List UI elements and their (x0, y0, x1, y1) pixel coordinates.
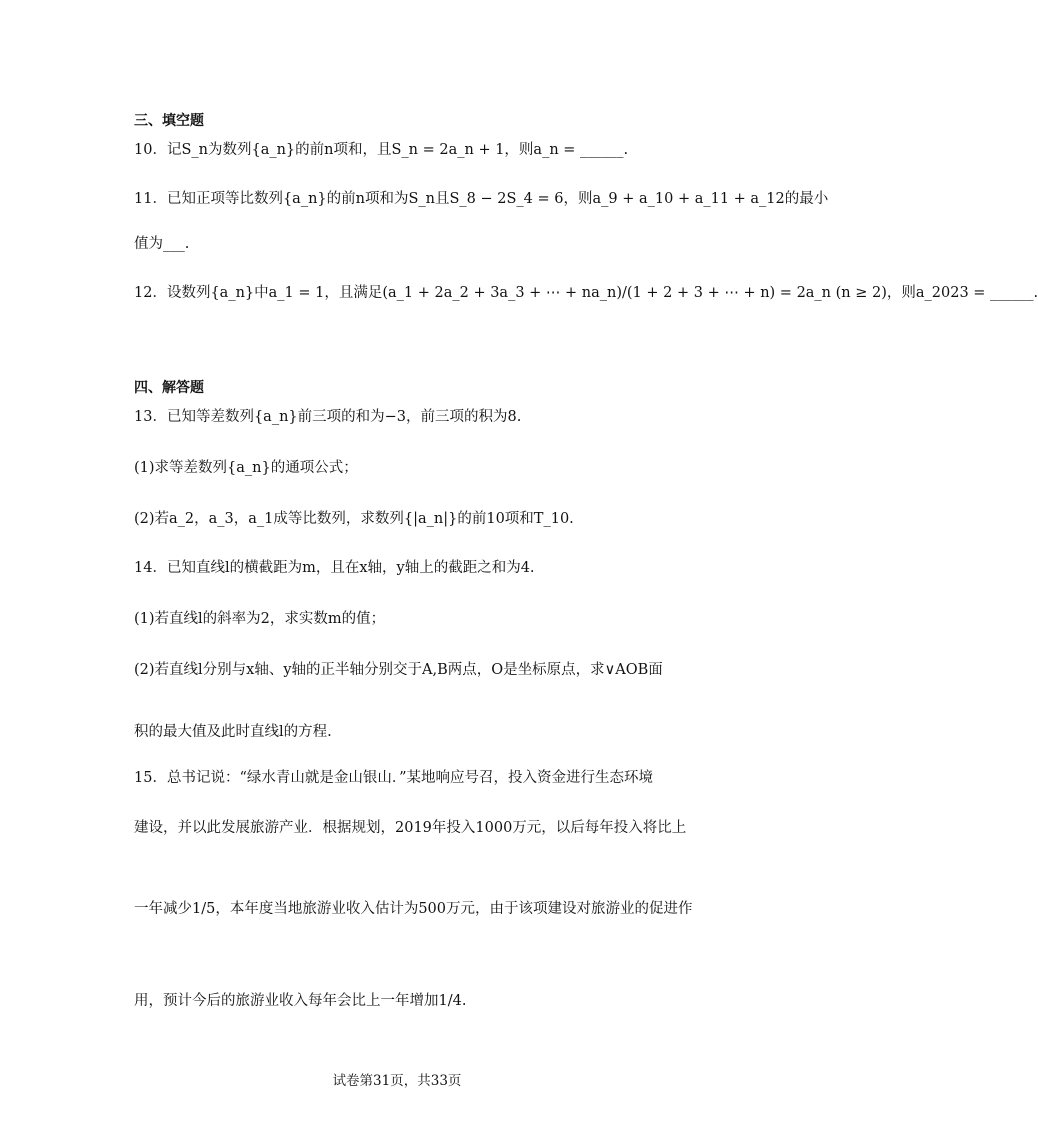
section-heading-solutions: 四、解答题 (134, 380, 204, 396)
question-13-stem: 13．已知等差数列{a_n}前三项的和为−3，前三项的积为8. (134, 409, 522, 425)
question-11-line1: 11．已知正项等比数列{a_n}的前n项和为S_n且S_8 − 2S_4 = 6，则a_9 + a_10 + a_11 + a_12的最小 (134, 191, 829, 207)
question-14-part2-line2: 积的最大值及此时直线l的方程. (134, 724, 332, 740)
question-13-part1: (1)求等差数列{a_n}的通项公式； (134, 460, 358, 476)
question-13-part2: (2)若a_2，a_3，a_1成等比数列，求数列{|a_n|}的前10项和T_10. (134, 511, 574, 527)
question-12: 12．设数列{a_n}中a_1 = 1，且满足(a_1 + 2a_2 + 3a_3 + ⋯ + na_n)/(1 + 2 + 3 + ⋯ + n) = 2a_n (n ≥ 2)，则a_2023 = ______. (134, 285, 1038, 301)
question-15-line2: 建设，并以此发展旅游产业．根据规划，2019年投入1000万元，以后每年投入将比上 (134, 820, 687, 836)
question-15-line4: 用，预计今后的旅游业收入每年会比上一年增加1/4. (134, 993, 467, 1009)
section-heading-fill-in: 三、填空题 (134, 113, 204, 129)
question-14-part2-line1: (2)若直线l分别与x轴、y轴的正半轴分别交于A,B两点，O是坐标原点，求∨AOB面 (134, 662, 663, 678)
question-11-line2: 值为___. (134, 236, 190, 252)
question-10: 10．记S_n为数列{a_n}的前n项和，且S_n = 2a_n + 1，则a_n = ______. (134, 142, 629, 158)
question-15-line3: 一年减少1/5，本年度当地旅游业收入估计为500万元，由于该项建设对旅游业的促进作 (134, 901, 693, 917)
question-15-line1: 15．总书记说：“绿水青山就是金山银山．”某地响应号召，投入资金进行生态环境 (134, 770, 654, 786)
question-14-stem: 14．已知直线l的横截距为m，且在x轴，y轴上的截距之和为4. (134, 560, 535, 576)
page-footer: 试卷第31页，共33页 (332, 1073, 462, 1089)
question-14-part1: (1)若直线l的斜率为2，求实数m的值； (134, 611, 386, 627)
